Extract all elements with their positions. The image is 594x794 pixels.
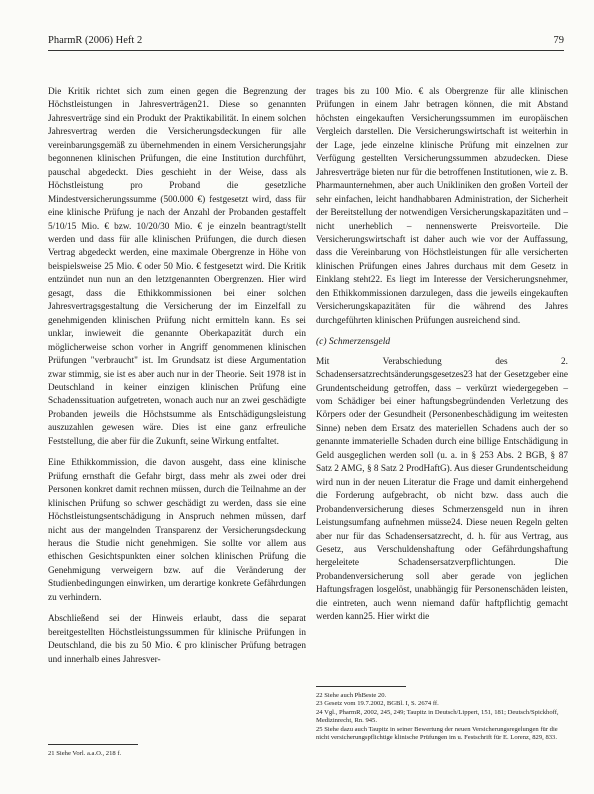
footnote-rule: [316, 686, 406, 687]
page-header: [48, 30, 564, 46]
page-number: 79: [553, 35, 564, 46]
footnote: 24 Vgl., PharmR, 2002, 245, 249; Taupitz in Deutsch/Lippert, 151, 181; Deutsch/Spickhoff, Medizinrecht, Rn. 945.: [316, 708, 559, 725]
footnote: 21 Siehe Vorl. a.a.O., 218 f.: [48, 750, 122, 757]
right-footnotes: [316, 686, 568, 742]
footnote: 23 Gesetz vom 19.7.2002, BGBl. I, S. 2674 ff.: [316, 700, 439, 708]
paragraph: Eine Ethikkommission, die davon ausgeht, dass eine klinische Prüfung ernsthaft die Gefahr birgt, dass mehr als zwei oder drei Personen konkret damit rechnen müssen, durch die Teilnahme an der klinischen Prüfung so schwer geschädigt zu werden, dass sie eine Höchstleistungsentschädigung in Anspruch nehmen müssen, darf nicht aus der mangelnden Transparenz der Versicherungsdeckung heraus die Studie nicht genehmigen. Sie sollte vor allem aus ethischen Gesichtspunkten einer solchen klinischen Prüfung die Genehmigung verweigern bzw. auf die Veränderung der Studienbedingungen einwirken, um derartige konkrete Gefährdungen zu verhindern.: [48, 458, 306, 603]
right-column: [316, 86, 568, 625]
footnote: 25 Siehe dazu auch Taupitz in seiner Bewertung der neuen Versicherungsregelungen für die nicht versicherungspflichtige klinische Prüfungen im u. Festschrift für E. Lorenz, 829, 833.: [316, 725, 558, 742]
paragraph: Die Kritik richtet sich zum einen gegen die Begrenzung der Höchstleistungen in Jahresverträgen21. Diese so genannten Jahresverträge sind ein Produkt der Praktikabilität. In einem solchen Jahresvertrag werden die Versicherungsdeckungen für alle vereinbarungsgemäß zu übernehmenden in einem Versicherungsjahr begonnenen klinischen Prüfungen, die eine Institution durchführt, pauschal abgedeckt. Dies geschieht in der Weise, dass als Höchstleistung pro Proband die gesetzliche Mindestversicherungssumme (500.000 €) festgesetzt wird, dass für eine klinische Prüfung je nach der Anzahl der Probanden gestaffelt 5/10/15 Mio. € bzw. 10/20/30 Mio. € je einzeln beantragt/stellt werden und dass für alle klinischen Prüfungen, die durch diesen Vertrag abgedeckt werden, eine maximale Obergrenze in Höhe von beispielsweise 25 Mio. € oder 50 Mio. € festgesetzt wird. Die Kritik entzündet nun nun an den letztgenannten Obergrenzen. Hier wird gesagt, dass die Ethikkommissionen bei einer solchen Jahresvertragsgestaltung die Versicherung der im Einzelfall zu genehmigenden klinischen Prüfung nicht ermitteln kann. Es sei unklar, inwieweit die genannte Oberkapazität durch ein möglicherweise schon vorher in Angriff genommenen klinischen Prüfungen "verbraucht" ist. Im Grundsatz ist diese Argumentation zwar stimmig, sie ist es aber auch nur in der Theorie. Seit 1978 ist in Deutschland in keiner einzigen klinischen Prüfung eine Schadenssituation aufgetreten, wonach auch nur an zwei geschädigte Probanden jeweils die Höchstsumme als Entschädigungsleistung auszuzahlen gewesen wäre. Dies ist eine ganz erfreuliche Feststellung, die aber für die Zukunft, seine Wirkung entfaltet.: [48, 87, 306, 447]
left-column: [48, 86, 306, 667]
paragraph: Mit Verabschiedung des 2. Schadensersatzrechtsänderungsgesetzes23 hat der Gesetzgeber eine Grundentscheidung getroffen, dass – verkürzt wiedergegeben – vom Schädiger bei einer haftungsbegründenden Verletzung des Körpers oder der Gesundheit (Personenbeschädigung im weitesten Sinne) neben dem Ersatz des materiellen Schadens auch der so genannte immaterielle Schaden durch eine billige Entschädigung in Geld ausgeglichen werden soll (u. a. in § 253 Abs. 2 BGB, § 87 Satz 2 AMG, § 8 Satz 2 ProdHaftG). Aus dieser Grundentscheidung wird nun in der neuen Literatur die Frage und damit einhergehend die Forderung aufgebracht, ob nicht bzw. dass auch die Probandenversicherung dieses Schmerzensgeld nun in ihren Leistungsumfang aufnehmen müsse24. Diese neuen Regeln gelten aber nur für das Schadensersatzrecht, d. h. für aus Vertrag, aus Gesetz, aus Verschuldenshaftung oder Gefährdungshaftung hergeleitete Schadensersatzverpflichtungen. Die Probandenversicherung soll aber gerade von jeglichen Haftungsfragen losgelöst, unabhängig für Personenschäden leisten, die eintreten, auch wenn niemand dafür haftpflichtig gemacht werden kann25. Hier wirkt die: [316, 356, 568, 623]
header-rule: [48, 50, 564, 51]
footnote: 22 Siehe auch PhBeste 20.: [316, 692, 387, 699]
section-heading: (c) Schmerzensgeld: [316, 337, 391, 348]
paragraph: Abschließend sei der Hinweis erlaubt, dass die separat bereitgestellten Höchstleistungssummen für klinische Prüfungen in Deutschland, die bis zu 50 Mio. € pro klinischer Prüfung betragen und innerhalb eines Jahresver-: [48, 614, 306, 665]
paragraph: trages bis zu 100 Mio. € als Obergrenze für alle klinischen Prüfungen in einem Jahr betragen können, die mit Abstand höchsten eingekauften Versicherungssummen im europäischen Vergleich darstellen. Die Versicherungswirtschaft ist weiterhin in der Lage, jede einzelne klinische Prüfung mit einzelnen zur Verfügung gestellten Versicherungssummen abzudecken. Diese Jahresverträge bieten nur für die betroffenen Institutionen, wie z. B. Pharmaunternehmen, aber auch Unikliniken den großen Vorteil der sehr einfachen, leicht handhabbaren Administration, der Sicherheit der Bereitstellung der notwendigen Versicherungskapazitäten und – nicht unerheblich – nennenswerte Preisvorteile. Die Versicherungswirtschaft ist daher auch wie vor der Auffassung, dass die Vereinbarung von Höchstleistungen für alle versicherten klinischen Prüfungen eines Jahres durchaus mit dem Gesetz in Einklang steht22. Es liegt im Interesse der Versicherungsnehmer, den Ethikkommissionen darzulegen, dass die jeweils eingekauften Versicherungskapazitäten für die während des Jahres durchgeführten klinischen Prüfungen ausreichend sind.: [316, 87, 568, 326]
footnote-rule: [48, 744, 138, 745]
left-footnotes: [48, 744, 306, 758]
journal-title: PharmR (2006) Heft 2: [48, 35, 143, 46]
